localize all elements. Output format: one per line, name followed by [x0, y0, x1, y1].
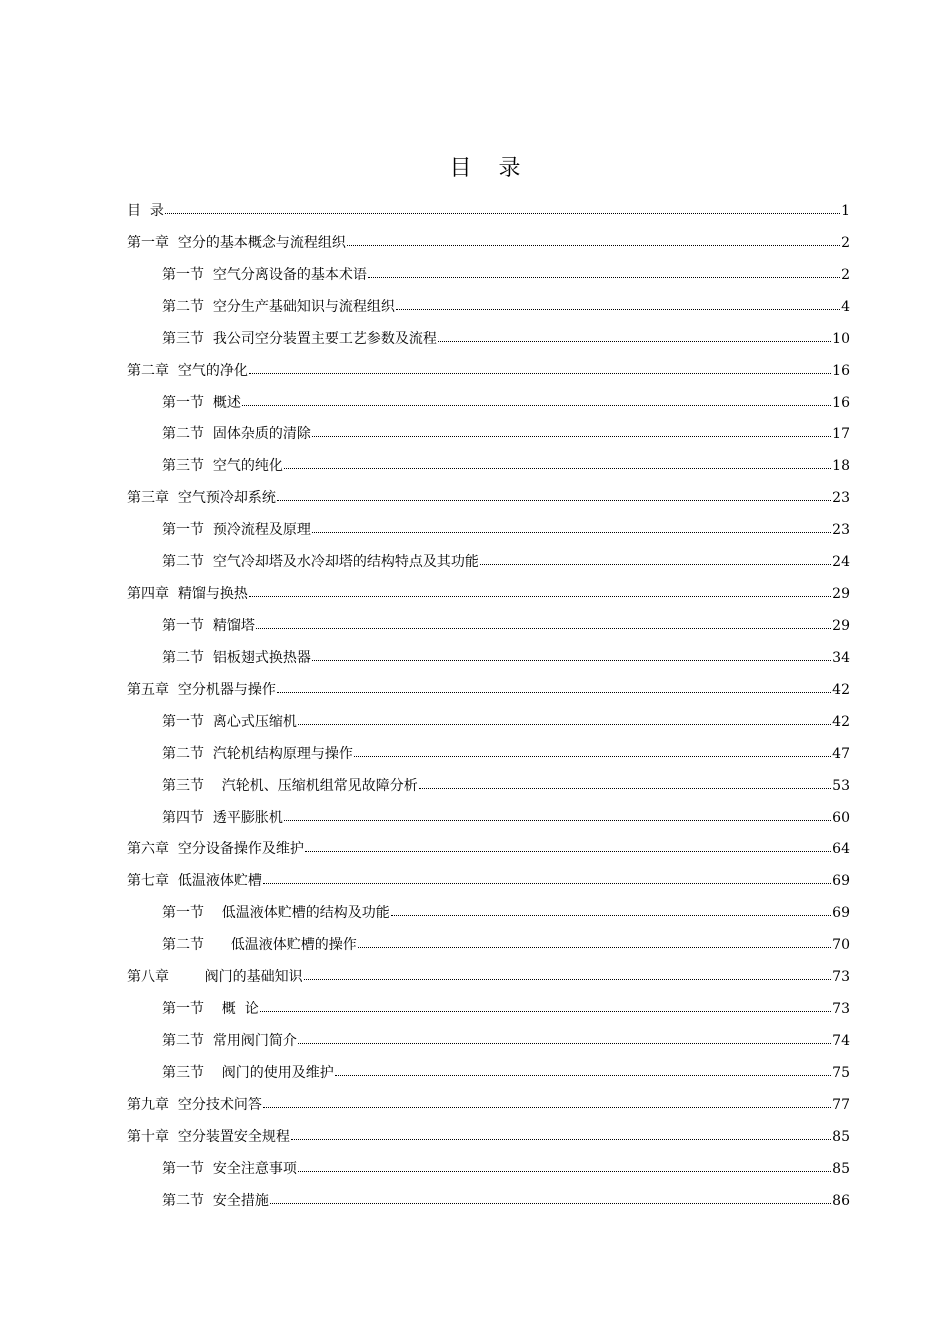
toc-page-number: 16	[832, 362, 850, 379]
toc-dot-leader	[263, 1095, 831, 1109]
toc-page-number: 23	[832, 490, 850, 507]
toc-page-number: 2	[841, 234, 850, 251]
toc-chapter-entry[interactable]	[127, 483, 850, 515]
toc-entry-title: 第十章 空分装置安全规程	[127, 1128, 290, 1145]
toc-entry-title: 第三节 汽轮机、压缩机组常见故障分析	[162, 777, 418, 794]
toc-dot-leader	[419, 776, 831, 790]
toc-section-entry[interactable]	[127, 930, 850, 962]
toc-page-number: 70	[832, 937, 850, 954]
toc-entry-title: 第一节 概 论	[162, 1001, 259, 1018]
toc-dot-leader	[438, 329, 831, 343]
toc-dot-leader	[312, 648, 831, 662]
toc-chapter-entry[interactable]	[127, 866, 850, 898]
toc-page-number: 53	[832, 777, 850, 794]
toc-entry-title: 第二节 安全措施	[162, 1192, 269, 1209]
toc-dot-leader	[396, 297, 840, 311]
toc-entry-title: 第一节 低温液体贮槽的结构及功能	[162, 905, 390, 922]
toc-entry-title: 第三章 空气预冷却系统	[127, 490, 276, 507]
toc-entry-title: 第三节 阀门的使用及维护	[162, 1064, 334, 1081]
toc-section-entry[interactable]	[127, 803, 850, 835]
toc-section-entry[interactable]	[127, 292, 850, 324]
toc-entry-title: 第二节 常用阀门简介	[162, 1032, 297, 1049]
toc-entry-title: 第二节 汽轮机结构原理与操作	[162, 745, 353, 762]
toc-entry-title: 第八章 阀门的基础知识	[127, 969, 303, 986]
toc-page-number: 16	[832, 394, 850, 411]
page-title: 目 录	[449, 156, 531, 181]
toc-dot-leader	[277, 488, 831, 502]
toc-dot-leader	[480, 552, 831, 566]
toc-chapter-entry[interactable]	[127, 834, 850, 866]
toc-chapter-entry[interactable]	[127, 962, 850, 994]
toc-section-entry[interactable]	[127, 1186, 850, 1218]
toc-section-entry[interactable]	[127, 1058, 850, 1090]
toc-page-number: 69	[832, 873, 850, 890]
toc-entry-title: 第四节 透平膨胀机	[162, 809, 283, 826]
toc-section-entry[interactable]	[127, 771, 850, 803]
toc-page-number: 29	[832, 617, 850, 634]
toc-dot-leader	[312, 424, 831, 438]
toc-page-number: 47	[832, 745, 850, 762]
toc-page-number: 2	[841, 266, 850, 283]
toc-section-entry[interactable]	[127, 611, 850, 643]
toc-page-number: 24	[832, 554, 850, 571]
toc-dot-leader	[354, 744, 831, 758]
toc-page-number: 74	[832, 1032, 850, 1049]
toc-section-entry[interactable]	[127, 707, 850, 739]
toc-dot-leader	[263, 871, 831, 885]
toc-section-entry[interactable]	[127, 643, 850, 675]
toc-dot-leader	[284, 456, 831, 470]
toc-chapter-entry[interactable]	[127, 1090, 850, 1122]
toc-dot-leader	[256, 616, 831, 630]
toc-entry-title: 第四章 精馏与换热	[127, 586, 248, 603]
toc-dot-leader	[304, 967, 832, 981]
toc-page-number: 64	[832, 841, 850, 858]
toc-dot-leader	[391, 903, 831, 917]
toc-entry-title: 第二章 空气的净化	[127, 362, 248, 379]
toc-entry-title: 第五章 空分机器与操作	[127, 681, 276, 698]
toc-entry-title: 第二节 低温液体贮槽的操作	[162, 937, 357, 954]
toc-entry-title: 第二节 铝板翅式换热器	[162, 649, 311, 666]
toc-page-number: 69	[832, 905, 850, 922]
toc-dot-leader	[277, 680, 831, 694]
toc-section-entry[interactable]	[127, 260, 850, 292]
toc-section-entry[interactable]	[127, 324, 850, 356]
toc-chapter-entry[interactable]	[127, 196, 850, 228]
toc-section-entry[interactable]	[127, 419, 850, 451]
toc-section-entry[interactable]	[127, 1154, 850, 1186]
toc-entry-title: 第一节 安全注意事项	[162, 1160, 297, 1177]
toc-dot-leader	[312, 520, 831, 534]
toc-section-entry[interactable]	[127, 739, 850, 771]
toc-entry-title: 第一节 预冷流程及原理	[162, 522, 311, 539]
toc-page-number: 42	[832, 681, 850, 698]
toc-entry-title: 第六章 空分设备操作及维护	[127, 841, 304, 858]
toc-page-number: 10	[832, 330, 850, 347]
toc-page-number: 85	[832, 1160, 850, 1177]
toc-dot-leader	[298, 712, 831, 726]
toc-page-number: 75	[832, 1064, 850, 1081]
toc-dot-leader	[368, 265, 840, 279]
toc-dot-leader	[298, 1159, 831, 1173]
toc-dot-leader	[165, 201, 840, 215]
toc-dot-leader	[298, 1031, 831, 1045]
toc-dot-leader	[242, 393, 831, 407]
toc-page-number: 60	[832, 809, 850, 826]
toc-dot-leader	[249, 584, 831, 598]
toc-page-number: 42	[832, 713, 850, 730]
toc-page-number: 85	[832, 1128, 850, 1145]
toc-entry-title: 第七章 低温液体贮槽	[127, 873, 262, 890]
toc-entry-title: 目 录	[127, 203, 164, 219]
toc-entry-title: 第三节 空气的纯化	[162, 458, 283, 475]
toc-dot-leader	[249, 361, 831, 375]
toc-chapter-entry[interactable]	[127, 1122, 850, 1154]
toc-page-number: 34	[832, 649, 850, 666]
toc-page-number: 18	[832, 458, 850, 475]
toc-chapter-entry[interactable]	[127, 675, 850, 707]
toc-page-number: 23	[832, 522, 850, 539]
toc-dot-leader	[260, 999, 831, 1013]
toc-section-entry[interactable]	[127, 388, 850, 420]
toc-entry-title: 第二节 空分生产基础知识与流程组织	[162, 298, 395, 315]
toc-entry-title: 第一章 空分的基本概念与流程组织	[127, 234, 346, 251]
toc-page-number: 77	[832, 1096, 850, 1113]
toc-page-number: 1	[841, 203, 850, 219]
toc-entry-title: 第九章 空分技术问答	[127, 1096, 262, 1113]
toc-entry-title: 第二节 空气冷却塔及水冷却塔的结构特点及其功能	[162, 554, 479, 571]
toc-section-entry[interactable]	[127, 1026, 850, 1058]
toc-page-number: 73	[832, 1001, 850, 1018]
toc-entry-title: 第三节 我公司空分装置主要工艺参数及流程	[162, 330, 437, 347]
toc-page-number: 86	[832, 1192, 850, 1209]
toc-dot-leader	[291, 1127, 831, 1141]
toc-entry-title: 第一节 空气分离设备的基本术语	[162, 266, 367, 283]
toc-dot-leader	[284, 808, 831, 822]
toc-section-entry[interactable]	[127, 547, 850, 579]
toc-chapter-entry[interactable]	[127, 356, 850, 388]
toc-entry-title: 第一节 概述	[162, 394, 241, 411]
toc-page-number: 29	[832, 586, 850, 603]
toc-entry-title: 第一节 精馏塔	[162, 617, 255, 634]
toc-entry-title: 第一节 离心式压缩机	[162, 713, 297, 730]
toc-chapter-entry[interactable]	[127, 228, 850, 260]
table-of-contents	[127, 196, 850, 1218]
toc-section-entry[interactable]	[127, 994, 850, 1026]
toc-dot-leader	[335, 1063, 831, 1077]
toc-dot-leader	[347, 233, 840, 247]
toc-page-number: 17	[832, 426, 850, 443]
toc-dot-leader	[270, 1191, 831, 1205]
toc-section-entry[interactable]	[127, 515, 850, 547]
toc-page-number: 73	[832, 969, 850, 986]
toc-page-number: 4	[841, 298, 850, 315]
toc-section-entry[interactable]	[127, 451, 850, 483]
toc-dot-leader	[358, 935, 831, 949]
toc-chapter-entry[interactable]	[127, 579, 850, 611]
toc-section-entry[interactable]	[127, 898, 850, 930]
toc-dot-leader	[305, 839, 831, 853]
toc-entry-title: 第二节 固体杂质的清除	[162, 426, 311, 443]
